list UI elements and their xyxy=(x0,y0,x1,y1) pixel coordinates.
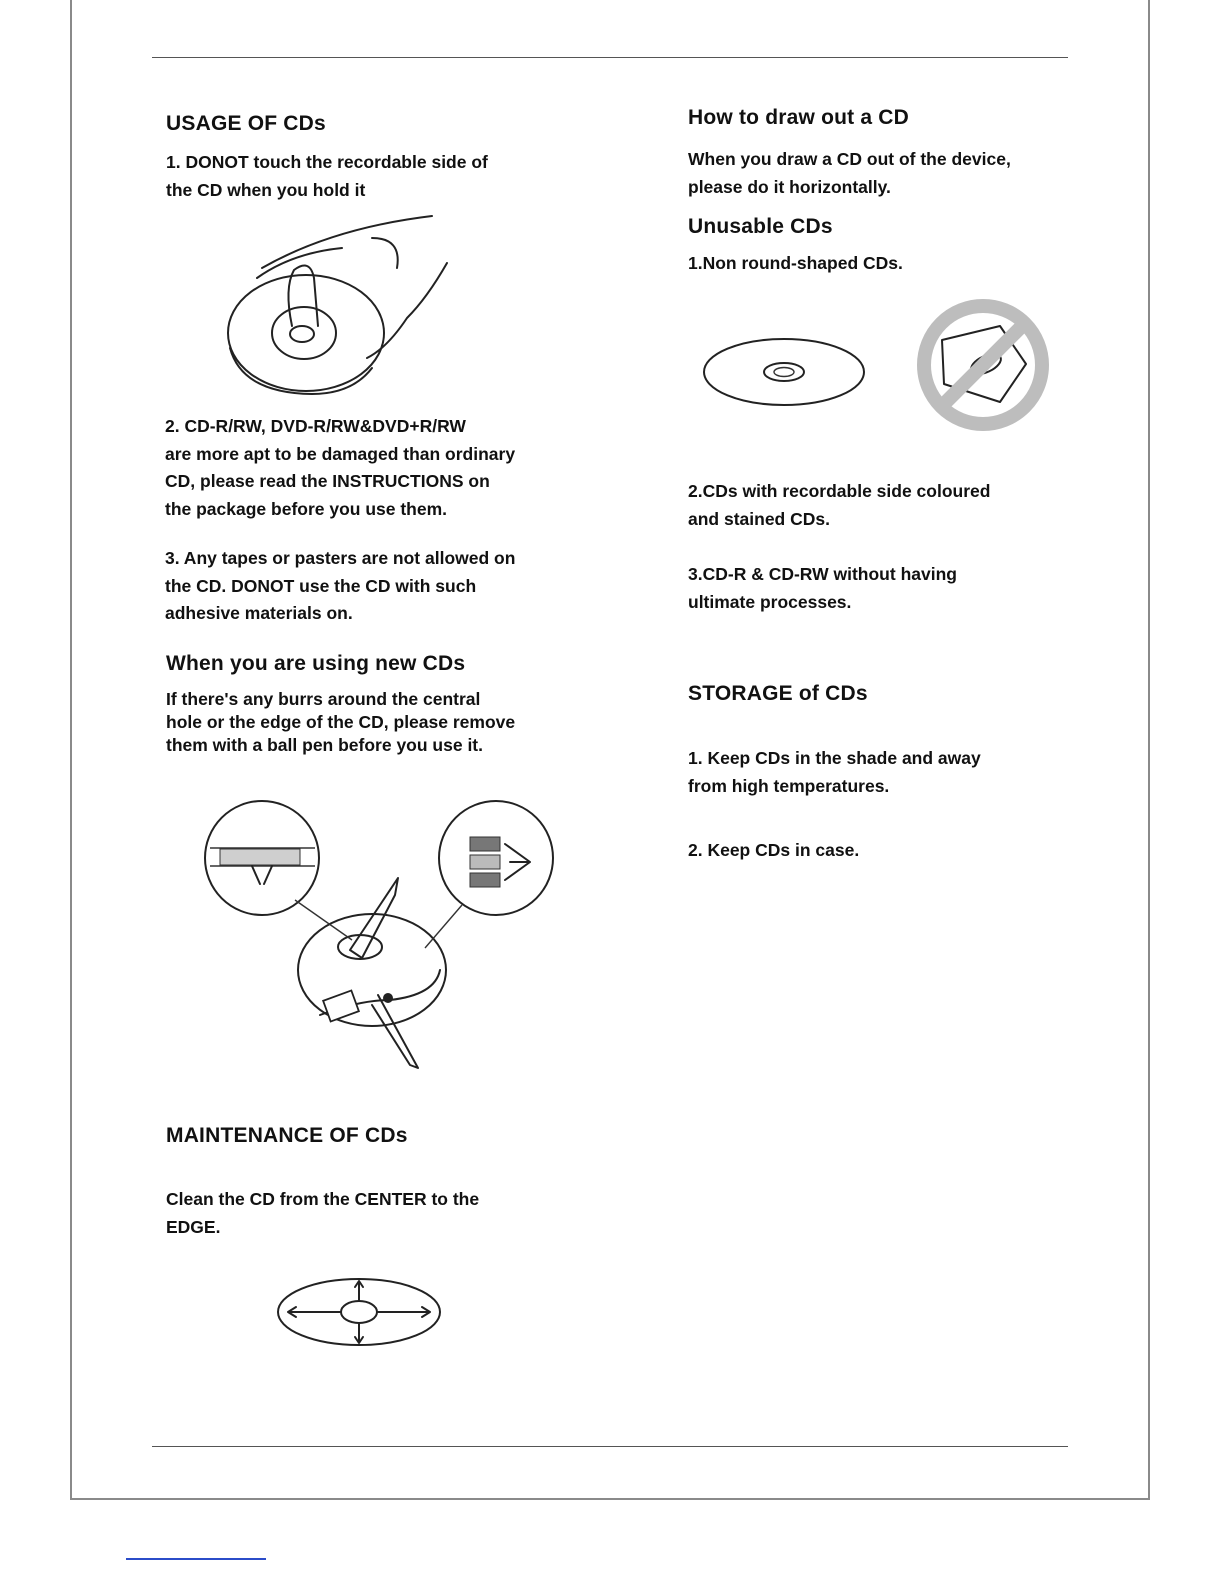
maintenance-heading: MAINTENANCE OF CDs xyxy=(166,1124,408,1147)
top-rule xyxy=(152,57,1068,58)
unusable-heading: Unusable CDs xyxy=(688,215,833,238)
usage-item-1: 1. DONOT touch the recordable side of the CD when you hold it xyxy=(166,152,488,200)
footer-line xyxy=(126,1558,266,1560)
round-cd-icon xyxy=(702,336,868,408)
center-to-edge-cleaning-icon xyxy=(276,1276,442,1348)
storage-item-1: 1. Keep CDs in the shade and away from high temperatures. xyxy=(688,748,981,796)
new-cds-heading: When you are using new CDs xyxy=(166,652,466,675)
hand-holding-cd-icon xyxy=(222,208,462,398)
usage-item-2: 2. CD-R/RW, DVD-R/RW&DVD+R/RW are more apt to be damaged than ordinary CD, please read the INSTRUCTIONS on the package before you use them. xyxy=(165,416,516,519)
burr-removal-diagram-icon xyxy=(200,800,560,1075)
new-cds-text: If there's any burrs around the central hole or the edge of the CD, please remove them with a ball pen before you use it. xyxy=(166,689,516,755)
storage-heading: STORAGE of CDs xyxy=(688,682,868,705)
draw-out-text: When you draw a CD out of the device, please do it horizontally. xyxy=(688,149,1011,197)
prohibited-pentagon-cd-icon xyxy=(914,296,1052,434)
bottom-rule xyxy=(152,1446,1068,1447)
storage-item-2: 2. Keep CDs in case. xyxy=(688,840,860,860)
draw-out-heading: How to draw out a CD xyxy=(688,106,909,129)
unusable-item-1: 1.Non round-shaped CDs. xyxy=(688,253,903,273)
unusable-item-2: 2.CDs with recordable side coloured and stained CDs. xyxy=(688,481,991,529)
unusable-item-3: 3.CD-R & CD-RW without having ultimate processes. xyxy=(688,564,957,612)
usage-item-3: 3. Any tapes or pasters are not allowed on the CD. DONOT use the CD with such adhesive materials on. xyxy=(165,548,516,623)
usage-heading: USAGE OF CDs xyxy=(166,112,326,135)
maintenance-text: Clean the CD from the CENTER to the EDGE. xyxy=(166,1189,480,1237)
